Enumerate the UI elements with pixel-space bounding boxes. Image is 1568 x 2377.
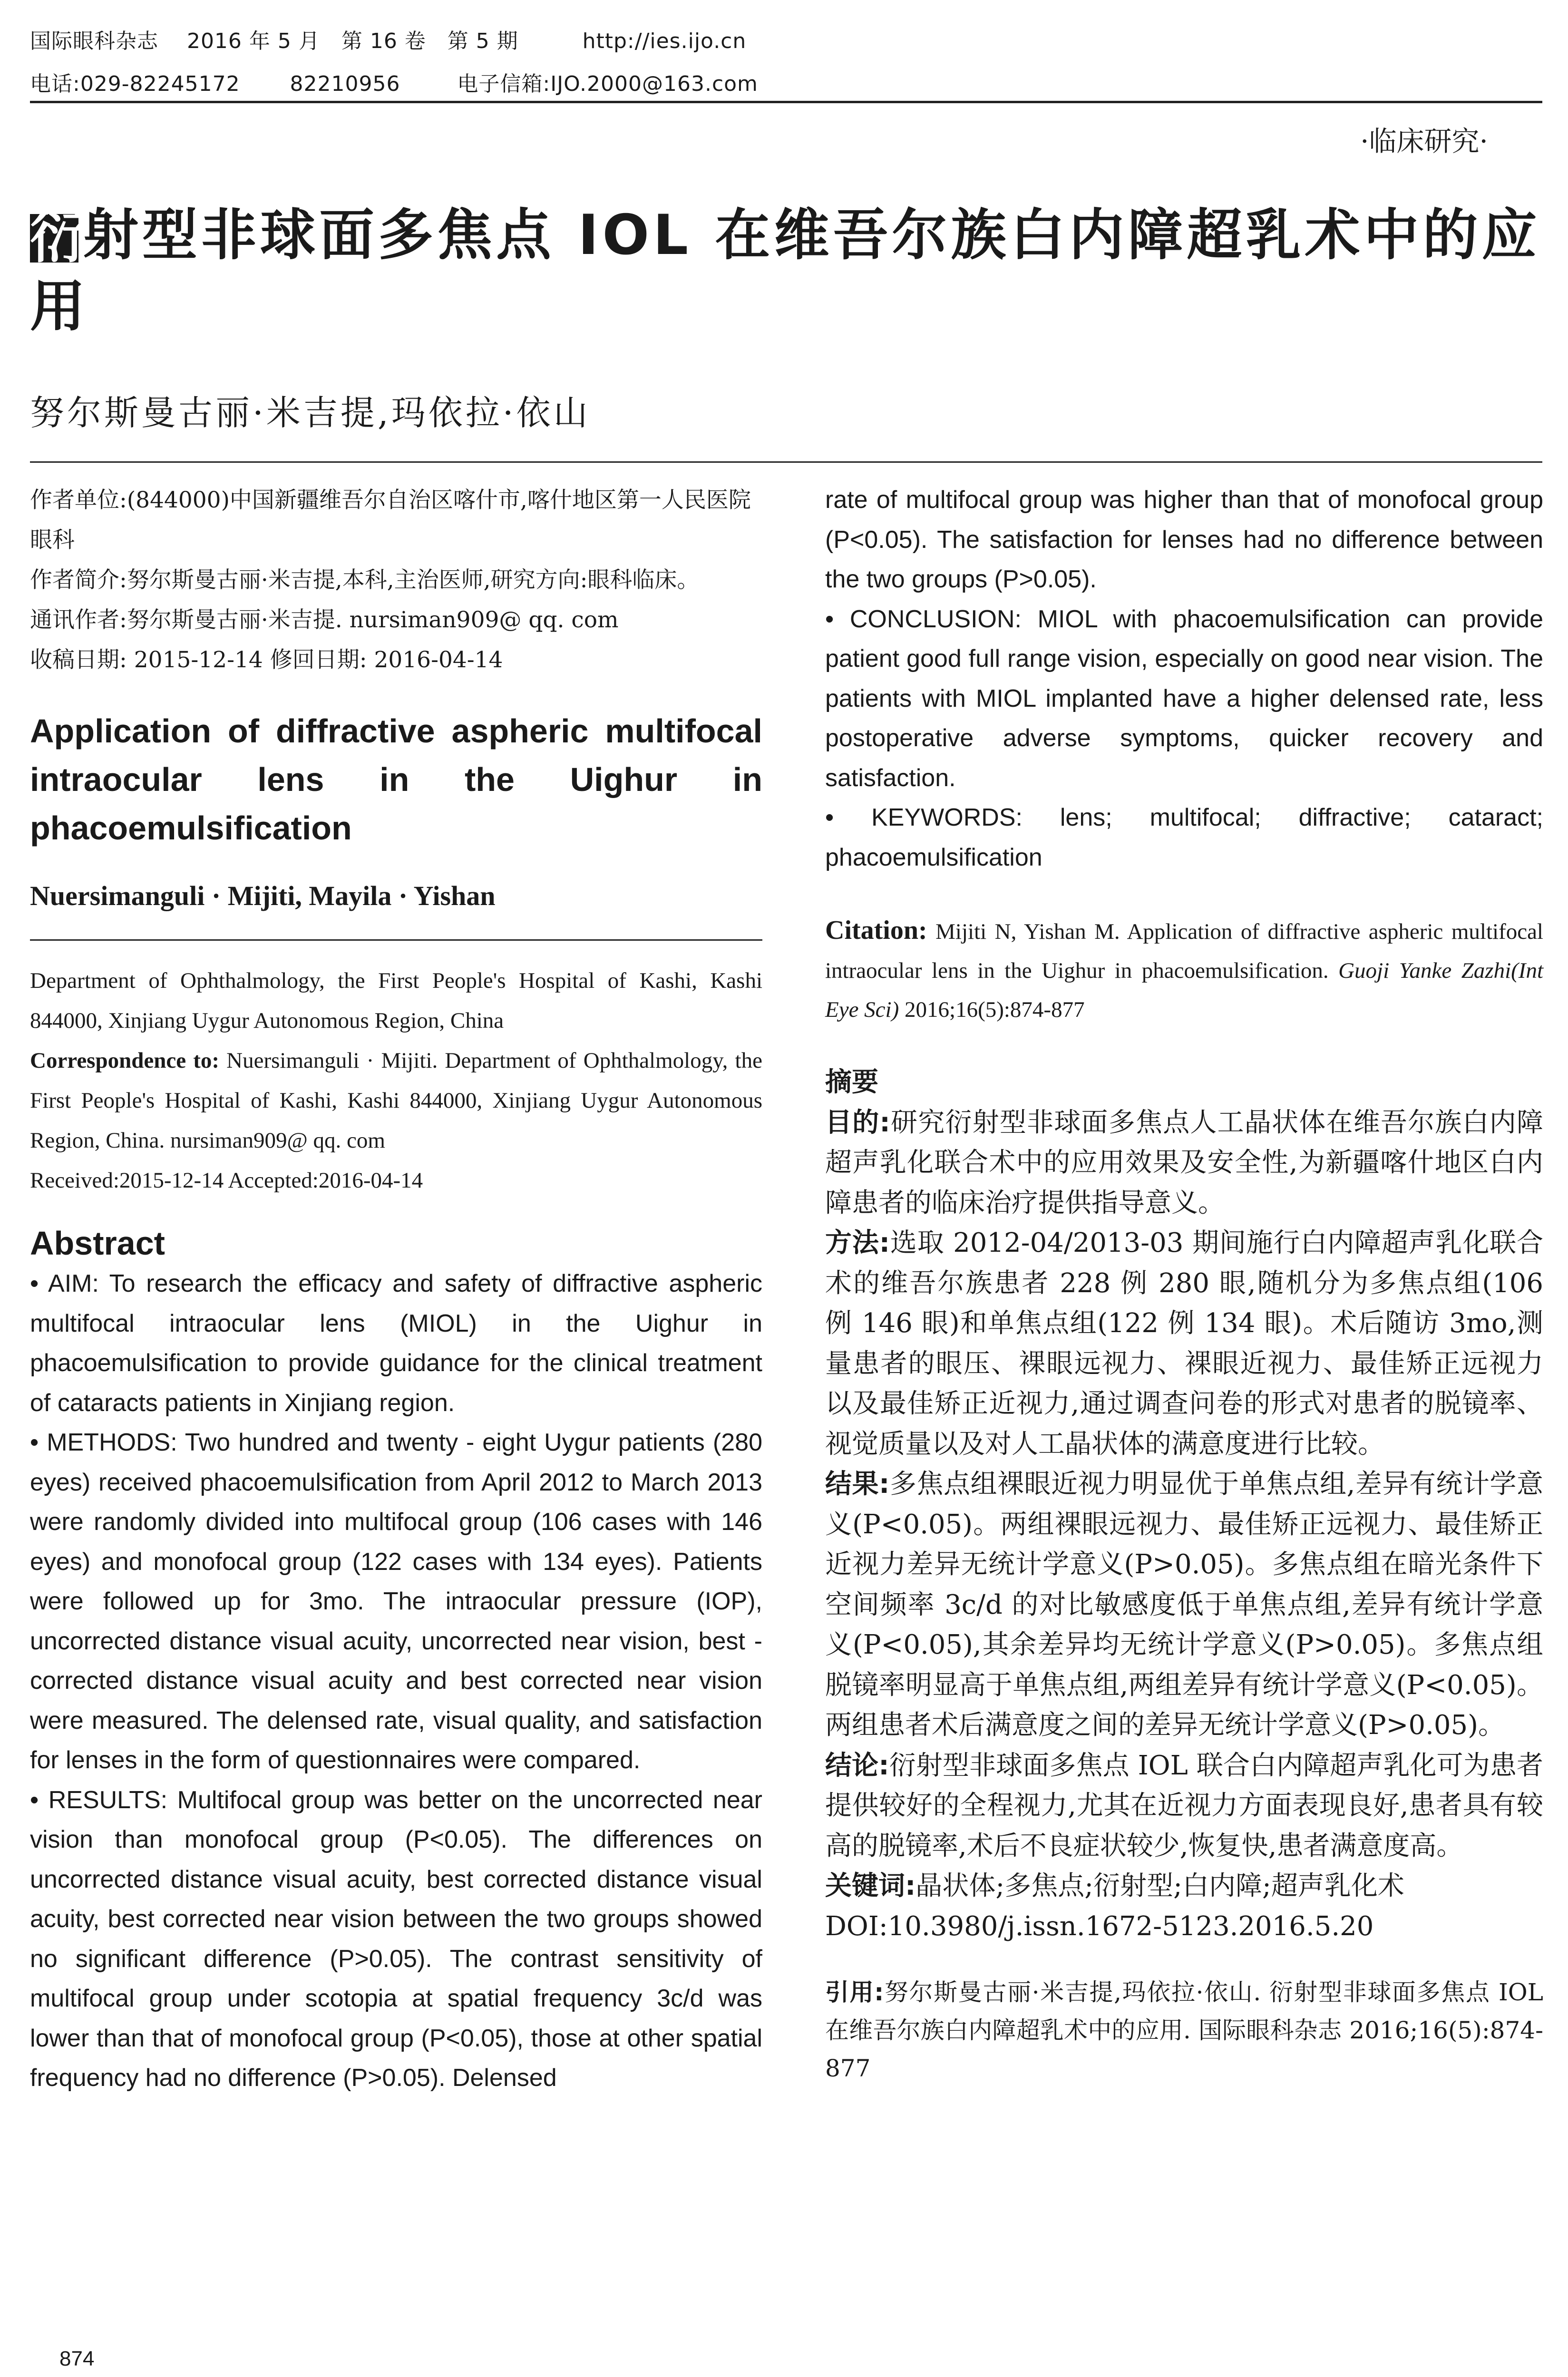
citation-tail: 2016;16(5):874-877 bbox=[899, 997, 1085, 1022]
cn-methods-text: 选取 2012-04/2013-03 期间施行白内障超声乳化联合术的维吾尔族患者 228 例 280 眼,随机分为多焦点组(106 例 146 眼)和单焦点组(122 例 134 眼)。术后随访 3mo,测量患者的眼压、裸眼远视力、裸眼近视力、最佳矫正远视力以及最佳矫正近视力,通过调查问卷的形式对患者的脱镜率、视觉质量以及对人工晶状体的满意度进行比较。 bbox=[825, 1227, 1543, 1460]
author-bio: 作者简介:努尔斯曼古丽·米吉提,本科,主治医师,研究方向:眼科临床。 bbox=[30, 567, 700, 593]
cn-aim-label: 目的: bbox=[825, 1107, 890, 1138]
abstract-heading: Abstract bbox=[30, 1225, 165, 1262]
journal-header-line1: 国际眼科杂志 2016 年 5 月 第 16 卷 第 5 期 http://ies.ijo.cn bbox=[30, 29, 747, 53]
abstract-aim: • AIM: To research the efficacy and safety of diffractive aspheric multifocal intraocular lens (MIOL) in the Uighur in phacoemulsification to provide guidance for the clinical treatment of cataracts patients in Xinjiang region. bbox=[30, 1270, 762, 1417]
cn-keywords-text: 晶状体;多焦点;衍射型;白内障;超声乳化术 bbox=[915, 1870, 1404, 1901]
cn-doi: DOI:10.3980/j.issn.1672-5123.2016.5.20 bbox=[825, 1910, 1374, 1942]
author-unit: 作者单位:(844000)中国新疆维吾尔自治区喀什市,喀什地区第一人民医院眼科 bbox=[30, 487, 751, 553]
correspondence-text: Nuersimanguli · Mijiti. Department of Ophthalmology, the First People's Hospital of Kashi, Kashi 844000, Xinjiang Uygur Autonomous Region, China. nursiman909@ qq. com bbox=[30, 1048, 762, 1153]
cn-results-label: 结果: bbox=[825, 1469, 890, 1500]
header-rule bbox=[30, 101, 1542, 103]
cn-abstract-heading bbox=[825, 1062, 1543, 1103]
correspondence-label: Correspondence to: bbox=[30, 1048, 220, 1073]
title-text: 射型非球面多焦点 IOL 在维吾尔族白内障超乳术中的应用 bbox=[30, 203, 1541, 339]
authors-cn: 努尔斯曼古丽·米吉提,玛依拉·依山 bbox=[30, 393, 591, 433]
cn-aim-text: 研究衍射型非球面多焦点人工晶状体在维吾尔族白内障超声乳化联合术中的应用效果及安全性,为新疆喀什地区白内障患者的临床治疗提供指导意义。 bbox=[825, 1107, 1543, 1218]
english-title: Application of diffractive aspheric multifocal intraocular lens in the Uighur in phacoemulsification bbox=[30, 712, 762, 847]
title-rule bbox=[30, 461, 1542, 463]
cn-cite bbox=[825, 1973, 1543, 2087]
cn-methods-label: 方法: bbox=[825, 1227, 890, 1258]
corresponding-author: 通讯作者:努尔斯曼古丽·米吉提. nursiman909@ qq. com bbox=[30, 607, 619, 633]
cn-abstract-conclusion bbox=[825, 1746, 1543, 1867]
cn-results-text: 多焦点组裸眼近视力明显优于单焦点组,差异有统计学意义(P<0.05)。两组裸眼远视力、最佳矫正远视力、最佳矫正近视力差异无统计学意义(P>0.05)。多焦点组在暗光条件下空间频率 3c/d 的对比敏感度低于单焦点组,差异有统计学意义(P<0.05),其余差异均无统计学意义(P>0.05)。多焦点组脱镜率明显高于单焦点组,两组差异有统计学意义(P<0.05)。两组患者术后满意度之间的差异无统计学意义(P>0.05)。 bbox=[825, 1469, 1543, 1741]
journal-header-line2: 电话:029-82245172 82210956 电子信箱:IJO.2000@163.com bbox=[30, 72, 758, 96]
citation-journal: Guoji Yanke Zazhi(Int Eye Sci) bbox=[825, 958, 1544, 1022]
citation-label: Citation: bbox=[825, 916, 927, 945]
abstract-results: • RESULTS: Multifocal group was better on the uncorrected near vision than monofocal group (P<0.05). The differences on uncorrected distance visual acuity, best corrected distance visual acuity, best corrected near vision between the two groups showed no significant difference (P>0.05). The contrast sensitivity of multifocal group under scotopia at spatial frequency 3c/d was lower than that of monofocal group (P<0.05), those at other spatial frequency had no difference (P>0.05). Delensed bbox=[30, 1786, 762, 2092]
cn-abstract-head: 摘要 bbox=[825, 1067, 878, 1098]
received-dates-cn: 收稿日期: 2015-12-14 修回日期: 2016-04-14 bbox=[30, 647, 503, 673]
english-authors: Nuersimanguli · Mijiti, Mayila · Yishan bbox=[30, 880, 496, 911]
cn-abstract-aim bbox=[825, 1103, 1543, 1224]
abstract-methods: • METHODS: Two hundred and twenty - eight Uygur patients (280 eyes) received phacoemulsification from April 2012 to March 2013 were randomly divided into multifocal group (106 cases with 146 eyes) and monofocal group (122 cases with 134 eyes). Patients were followed up for 3mo. The intraocular pressure (IOP), uncorrected distance visual acuity, uncorrected near vision, best - corrected distance visual acuity and best corrected near vision were measured. The delensed rate, visual quality, and satisfaction for lenses in the form of questionnaires were compared. bbox=[30, 1429, 762, 1774]
cn-abstract-methods bbox=[825, 1223, 1543, 1464]
correspondence bbox=[30, 1041, 762, 1160]
cn-conclusion-text: 衍射型非球面多焦点 IOL 联合白内障超声乳化可为患者提供较好的全程视力,尤其在近视力方面表现良好,患者具有较高的脱镜率,术后不良症状较少,恢复快,患者满意度高。 bbox=[825, 1750, 1543, 1861]
abstract-keywords: • KEYWORDS: lens; multifocal; diffractive; cataract; phacoemulsification bbox=[825, 804, 1543, 871]
cn-conclusion-label: 结论: bbox=[825, 1750, 889, 1781]
cn-abstract-keywords bbox=[825, 1866, 1543, 1907]
citation bbox=[825, 911, 1543, 1029]
cn-cite-label: 引用: bbox=[825, 1978, 884, 2006]
received-accepted: Received:2015-12-14 Accepted:2016-04-14 bbox=[30, 1168, 423, 1193]
cn-cite-text: 努尔斯曼古丽·米吉提,玛依拉·依山. 衍射型非球面多焦点 IOL 在维吾尔族白内障超乳术中的应用. 国际眼科杂志 2016;16(5):874-877 bbox=[825, 1978, 1543, 2082]
cn-keywords-label: 关键词: bbox=[825, 1870, 916, 1901]
right-column bbox=[825, 480, 1543, 2087]
citation-text: Mijiti N, Yishan M. Application of diffractive aspheric multifocal intraocular lens in the Uighur in phacoemulsification. bbox=[825, 919, 1543, 983]
article-title bbox=[30, 200, 1542, 342]
affiliation: Department of Ophthalmology, the First People's Hospital of Kashi, Kashi 844000, Xinjiang Uygur Autonomous Region, China bbox=[30, 968, 762, 1033]
left-column bbox=[30, 480, 762, 2098]
title-boxed-char: 衍 bbox=[30, 206, 89, 270]
cn-abstract-results bbox=[825, 1464, 1543, 1746]
page-number: 874 bbox=[59, 2347, 95, 2370]
abstract-conclusion: • CONCLUSION: MIOL with phacoemulsification can provide patient good full range vision, especially on good near vision. The patients with MIOL implanted have a higher delensed rate, less postoperative adverse symptoms, quicker recovery and satisfaction. bbox=[825, 605, 1543, 792]
authors-rule bbox=[30, 939, 762, 941]
section-tag: ·临床研究· bbox=[1360, 125, 1488, 157]
abstract-results-cont: rate of multifocal group was higher than that of monofocal group (P<0.05). The satisfaction for lenses had no difference between the two groups (P>0.05). bbox=[825, 486, 1543, 593]
